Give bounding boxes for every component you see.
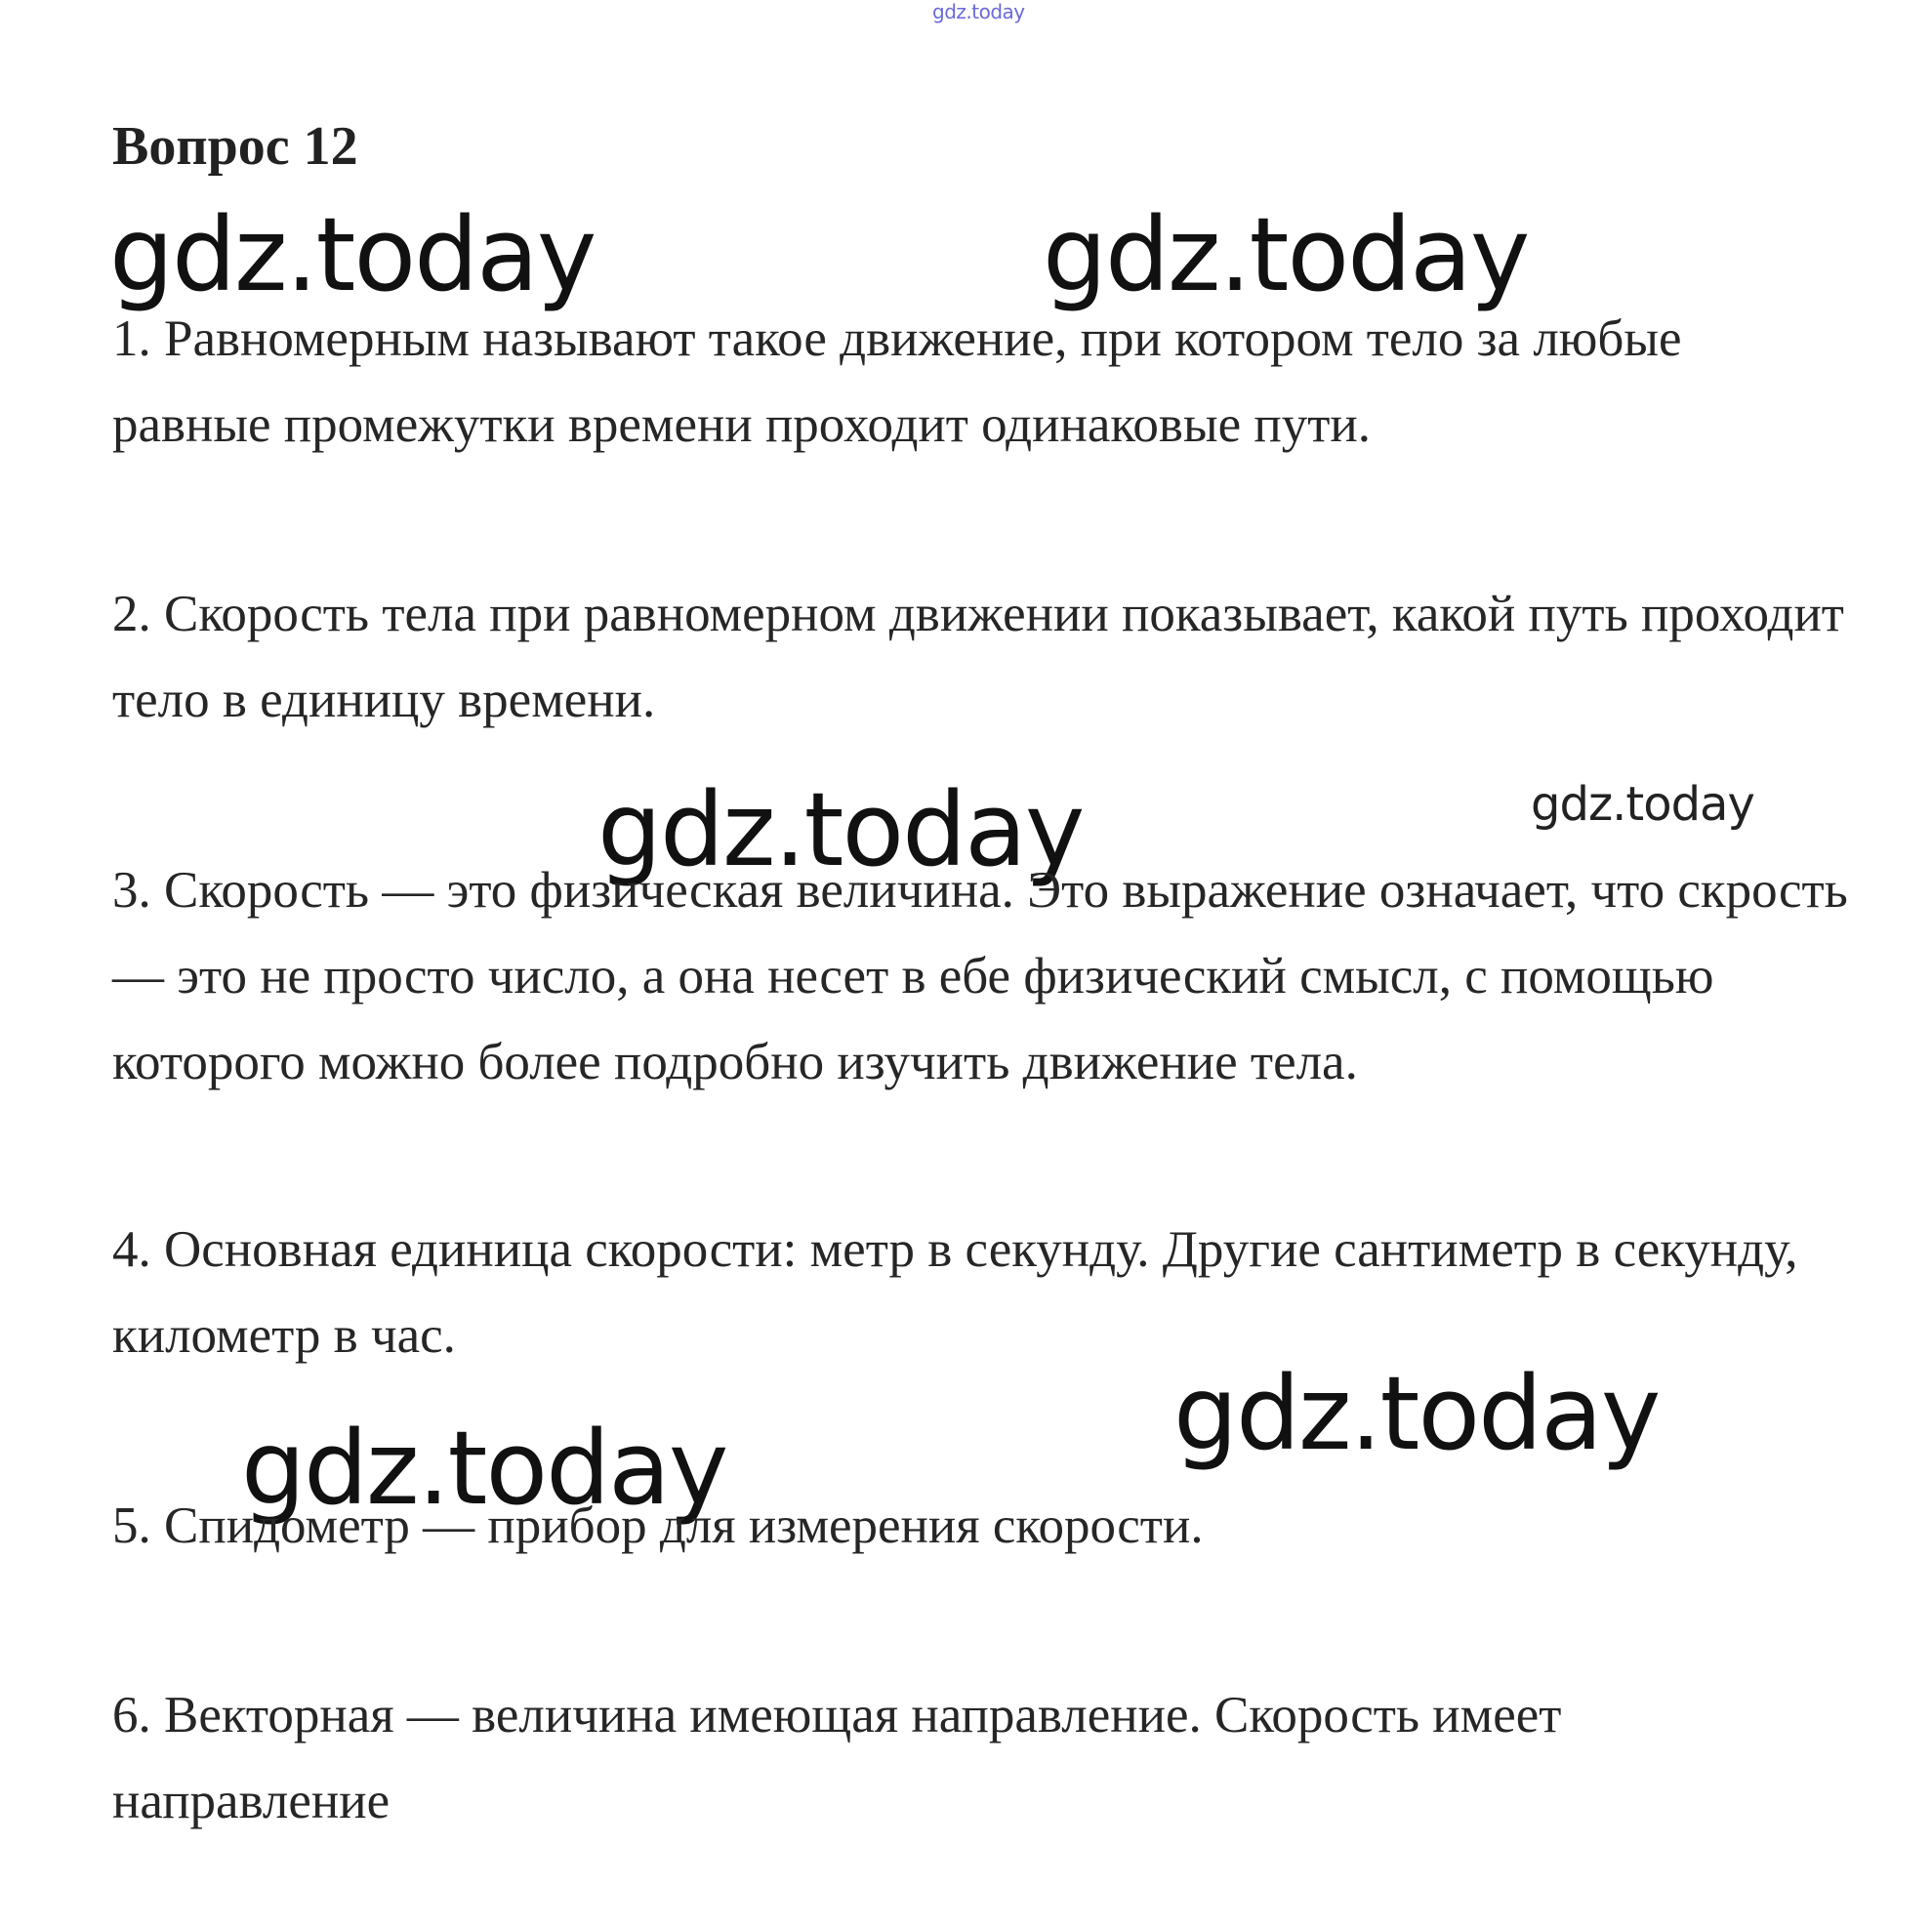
watermark-3: gdz.today [597,770,1084,889]
watermark-4: gdz.today [1531,777,1754,832]
answer-2: 2. Скорость тела при равномерном движении показывает, какой путь проходит тело в единицу времени. [112,586,1844,728]
answer-5: 5. Спидометр — прибор для измерения скорости. [112,1497,1204,1554]
header-watermark: gdz.today [932,0,1025,23]
watermark-1: gdz.today [109,195,596,314]
watermark-6: gdz.today [241,1409,727,1528]
watermark-5: gdz.today [1173,1354,1660,1473]
watermark-2: gdz.today [1043,195,1529,314]
answer-6: 6. Векторная — величина имеющая направление. Скорость имеет направление [112,1687,1562,1829]
answer-3: 3. Скорость — это физическая величина. Это выражение означает, что скрость — это не просто число, а она несет в ебе физический смысл, с помощью которого можно более подробно изучить движение тела. [112,862,1848,1090]
answer-1: 1. Равномерным называют такое движение, при котором тело за любые равные промежутки времени проходит одинаковые пути. [112,310,1682,453]
page-title: Вопрос 12 [112,116,358,177]
answer-4: 4. Основная единица скорости: метр в секунду. Другие сантиметр в секунду, километр в час. [112,1221,1798,1364]
